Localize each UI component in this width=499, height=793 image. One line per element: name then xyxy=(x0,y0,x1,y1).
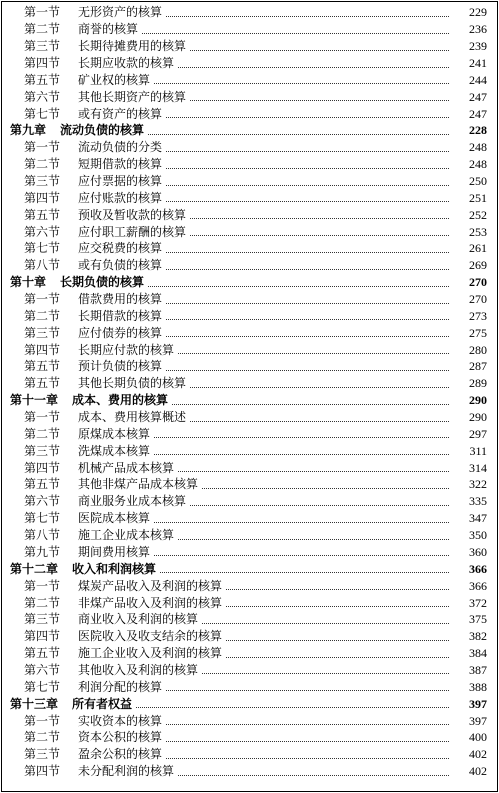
toc-section-row xyxy=(2,341,497,358)
page-number: 388 xyxy=(469,679,487,694)
dot-leader xyxy=(226,657,449,658)
section-title: 借款费用的核算 xyxy=(78,292,163,307)
toc-section-row xyxy=(2,527,497,544)
section-number: 第三节 xyxy=(24,443,61,458)
dot-leader xyxy=(166,252,449,253)
section-title: 预收及暂收款的核算 xyxy=(78,207,187,222)
section-title: 医院收入及收支结余的核算 xyxy=(78,629,223,644)
section-title: 或有负债的核算 xyxy=(78,258,163,273)
section-number: 第三节 xyxy=(24,747,61,762)
section-title: 其他收入及利润的核算 xyxy=(78,662,199,677)
section-title: 应付职工薪酬的核算 xyxy=(78,224,187,239)
dot-leader xyxy=(190,50,449,51)
section-title: 流动负债的分类 xyxy=(78,140,163,155)
page-number: 273 xyxy=(469,308,487,323)
toc-chapter-row xyxy=(2,122,497,139)
dot-leader xyxy=(190,100,449,101)
dot-leader xyxy=(178,539,449,540)
dot-leader xyxy=(202,673,449,674)
page-number: 314 xyxy=(469,460,487,475)
section-title: 非煤产品收入及利润的核算 xyxy=(78,595,223,610)
toc-section-row xyxy=(2,425,497,442)
page-number: 382 xyxy=(469,629,487,644)
dot-leader xyxy=(190,387,449,388)
section-number: 第九节 xyxy=(24,544,61,559)
page-number: 360 xyxy=(469,544,487,559)
page-number: 236 xyxy=(469,22,487,37)
dot-leader xyxy=(226,589,449,590)
section-number: 第六节 xyxy=(24,89,61,104)
dot-leader xyxy=(166,724,449,725)
page-number: 253 xyxy=(469,224,487,239)
toc-section-row xyxy=(2,459,497,476)
section-number: 第四节 xyxy=(24,764,61,779)
chapter-title: 流动负债的核算 xyxy=(60,123,145,138)
page-number: 397 xyxy=(469,713,487,728)
dot-leader xyxy=(178,775,449,776)
toc-section-row xyxy=(2,257,497,274)
section-number: 第五节 xyxy=(24,72,61,87)
section-number: 第二节 xyxy=(24,157,61,172)
page-number: 290 xyxy=(469,410,487,425)
toc-section-row xyxy=(2,476,497,493)
page-number: 228 xyxy=(469,123,487,138)
toc-section-row xyxy=(2,763,497,780)
toc-section-row xyxy=(2,628,497,645)
dot-leader xyxy=(154,437,449,438)
toc-section-row xyxy=(2,712,497,729)
page-number: 269 xyxy=(469,258,487,273)
dot-leader xyxy=(190,421,449,422)
dot-leader xyxy=(166,269,449,270)
section-number: 第八节 xyxy=(24,258,61,273)
section-number: 第五节 xyxy=(24,207,61,222)
section-title: 商业服务业成本核算 xyxy=(78,494,187,509)
dot-leader xyxy=(148,286,449,287)
section-number: 第四节 xyxy=(24,629,61,644)
toc-section-row xyxy=(2,729,497,746)
page-number: 347 xyxy=(469,511,487,526)
toc-section-row xyxy=(2,409,497,426)
dot-leader xyxy=(226,606,449,607)
dot-leader xyxy=(178,471,449,472)
dot-leader xyxy=(154,83,449,84)
page-number: 290 xyxy=(469,393,487,408)
page-number: 239 xyxy=(469,39,487,54)
section-number: 第五节 xyxy=(24,477,61,492)
page-number: 247 xyxy=(469,89,487,104)
dot-leader xyxy=(190,235,449,236)
section-title: 煤炭产品收入及利润的核算 xyxy=(78,578,223,593)
dot-leader xyxy=(172,404,449,405)
chapter-number: 第十二章 xyxy=(10,561,59,576)
page-number: 248 xyxy=(469,157,487,172)
toc-section-row xyxy=(2,544,497,561)
section-title: 应交税费的核算 xyxy=(78,241,163,256)
chapter-title: 所有者权益 xyxy=(72,696,133,711)
page-number: 270 xyxy=(469,275,487,290)
section-title: 长期应付款的核算 xyxy=(78,342,175,357)
toc-section-row xyxy=(2,156,497,173)
dot-leader xyxy=(166,370,449,371)
chapter-number: 第十一章 xyxy=(10,393,59,408)
page-number: 402 xyxy=(469,764,487,779)
section-title: 商业收入及利润的核算 xyxy=(78,612,199,627)
dot-leader xyxy=(166,303,449,304)
page-number: 252 xyxy=(469,207,487,222)
toc-section-row xyxy=(2,611,497,628)
page-number: 400 xyxy=(469,730,487,745)
toc-section-row xyxy=(2,173,497,190)
dot-leader xyxy=(136,707,449,708)
section-title: 实收资本的核算 xyxy=(78,713,163,728)
toc-section-row xyxy=(2,662,497,679)
dot-leader xyxy=(166,690,449,691)
dot-leader xyxy=(166,168,449,169)
dot-leader xyxy=(160,572,449,573)
section-number: 第二节 xyxy=(24,426,61,441)
page-number: 387 xyxy=(469,662,487,677)
toc-section-row xyxy=(2,71,497,88)
section-number: 第六节 xyxy=(24,224,61,239)
page-number: 311 xyxy=(469,443,487,458)
dot-leader xyxy=(190,505,449,506)
section-number: 第一节 xyxy=(24,713,61,728)
section-title: 洗煤成本核算 xyxy=(78,443,151,458)
section-number: 第五节 xyxy=(24,646,61,661)
section-title: 原煤成本核算 xyxy=(78,426,151,441)
section-title: 商誉的核算 xyxy=(78,22,139,37)
page-number: 384 xyxy=(469,646,487,661)
dot-leader xyxy=(178,67,449,68)
chapter-number: 第十章 xyxy=(10,275,47,290)
section-title: 盈余公积的核算 xyxy=(78,747,163,762)
toc-section-row xyxy=(2,4,497,21)
toc-section-row xyxy=(2,240,497,257)
section-title: 其他非煤产品成本核算 xyxy=(78,477,199,492)
page-number: 372 xyxy=(469,595,487,610)
toc-section-row xyxy=(2,678,497,695)
section-number: 第八节 xyxy=(24,528,61,543)
section-title: 应付债券的核算 xyxy=(78,325,163,340)
page-number: 261 xyxy=(469,241,487,256)
table-of-contents xyxy=(2,4,497,780)
toc-section-row xyxy=(2,577,497,594)
section-title: 施工企业成本核算 xyxy=(78,528,175,543)
section-number: 第四节 xyxy=(24,56,61,70)
section-title: 机械产品成本核算 xyxy=(78,460,175,475)
section-number: 第一节 xyxy=(24,140,61,155)
page-number: 350 xyxy=(469,528,487,543)
dot-leader xyxy=(166,16,449,17)
toc-section-row xyxy=(2,38,497,55)
dot-leader xyxy=(190,218,449,219)
section-number: 第六节 xyxy=(24,494,61,509)
section-number: 第七节 xyxy=(24,106,61,121)
section-number: 第五节 xyxy=(24,376,61,391)
page-number: 280 xyxy=(469,342,487,357)
dot-leader xyxy=(202,488,449,489)
section-title: 长期应收款的核算 xyxy=(78,56,175,70)
section-title: 无形资产的核算 xyxy=(78,5,163,20)
page-number: 322 xyxy=(469,477,487,492)
section-number: 第二节 xyxy=(24,22,61,37)
dot-leader xyxy=(166,319,449,320)
toc-section-row xyxy=(2,594,497,611)
toc-section-row xyxy=(2,88,497,105)
section-title: 施工企业收入及利润的核算 xyxy=(78,646,223,661)
section-title: 矿业权的核算 xyxy=(78,72,151,87)
page-number: 248 xyxy=(469,140,487,155)
section-number: 第三节 xyxy=(24,39,61,54)
section-title: 资本公积的核算 xyxy=(78,730,163,745)
dot-leader xyxy=(166,758,449,759)
section-number: 第三节 xyxy=(24,325,61,340)
section-title: 成本、费用核算概述 xyxy=(78,410,187,425)
page-number: 247 xyxy=(469,106,487,121)
page-number: 366 xyxy=(469,578,487,593)
dot-leader xyxy=(166,201,449,202)
page-number: 289 xyxy=(469,376,487,391)
toc-section-row xyxy=(2,358,497,375)
toc-chapter-row xyxy=(2,560,497,577)
section-number: 第二节 xyxy=(24,308,61,323)
section-number: 第一节 xyxy=(24,292,61,307)
page-number: 251 xyxy=(469,190,487,205)
chapter-title: 成本、费用的核算 xyxy=(72,393,169,408)
chapter-title: 收入和利润核算 xyxy=(72,561,157,576)
chapter-title: 长期负债的核算 xyxy=(60,275,145,290)
section-number: 第七节 xyxy=(24,511,61,526)
dot-leader xyxy=(154,454,449,455)
toc-section-row xyxy=(2,206,497,223)
section-number: 第三节 xyxy=(24,174,61,189)
toc-section-row xyxy=(2,291,497,308)
dot-leader xyxy=(202,623,449,624)
section-number: 第二节 xyxy=(24,730,61,745)
section-title: 应付账款的核算 xyxy=(78,190,163,205)
section-title: 利润分配的核算 xyxy=(78,679,163,694)
section-title: 其他长期资产的核算 xyxy=(78,89,187,104)
page-number: 287 xyxy=(469,359,487,374)
dot-leader xyxy=(142,33,449,34)
page-number: 275 xyxy=(469,325,487,340)
section-title: 其他长期负债的核算 xyxy=(78,376,187,391)
toc-section-row xyxy=(2,442,497,459)
section-number: 第一节 xyxy=(24,410,61,425)
section-title: 期间费用核算 xyxy=(78,544,151,559)
toc-section-row xyxy=(2,645,497,662)
page-frame xyxy=(1,1,498,792)
section-title: 长期借款的核算 xyxy=(78,308,163,323)
dot-leader xyxy=(154,555,449,556)
toc-section-row xyxy=(2,21,497,38)
section-number: 第六节 xyxy=(24,662,61,677)
toc-chapter-row xyxy=(2,695,497,712)
page-number: 397 xyxy=(469,696,487,711)
toc-section-row xyxy=(2,510,497,527)
dot-leader xyxy=(226,640,449,641)
toc-section-row xyxy=(2,375,497,392)
dot-leader xyxy=(166,117,449,118)
section-number: 第一节 xyxy=(24,578,61,593)
toc-section-row xyxy=(2,307,497,324)
section-title: 或有资产的核算 xyxy=(78,106,163,121)
page-number: 241 xyxy=(469,56,487,70)
section-number: 第七节 xyxy=(24,679,61,694)
section-number: 第一节 xyxy=(24,5,61,20)
section-number: 第四节 xyxy=(24,342,61,357)
dot-leader xyxy=(154,522,449,523)
chapter-number: 第十三章 xyxy=(10,696,59,711)
chapter-number: 第九章 xyxy=(10,123,47,138)
toc-section-row xyxy=(2,493,497,510)
section-title: 长期待摊费用的核算 xyxy=(78,39,187,54)
toc-section-row xyxy=(2,105,497,122)
toc-section-row xyxy=(2,324,497,341)
section-number: 第五节 xyxy=(24,359,61,374)
toc-section-row xyxy=(2,139,497,156)
page-number: 297 xyxy=(469,426,487,441)
toc-chapter-row xyxy=(2,274,497,291)
page-number: 250 xyxy=(469,174,487,189)
section-number: 第二节 xyxy=(24,595,61,610)
section-title: 预计负债的核算 xyxy=(78,359,163,374)
section-number: 第七节 xyxy=(24,241,61,256)
page-number: 366 xyxy=(469,561,487,576)
page-number: 229 xyxy=(469,5,487,20)
section-number: 第三节 xyxy=(24,612,61,627)
page-number: 375 xyxy=(469,612,487,627)
section-title: 医院成本核算 xyxy=(78,511,151,526)
page-number: 335 xyxy=(469,494,487,509)
toc-section-row xyxy=(2,746,497,763)
dot-leader xyxy=(166,336,449,337)
section-number: 第四节 xyxy=(24,190,61,205)
dot-leader xyxy=(148,134,449,135)
dot-leader xyxy=(166,185,449,186)
dot-leader xyxy=(166,151,449,152)
page-number: 270 xyxy=(469,292,487,307)
toc-section-row xyxy=(2,189,497,206)
toc-section-row xyxy=(2,55,497,72)
section-title: 短期借款的核算 xyxy=(78,157,163,172)
section-number: 第四节 xyxy=(24,460,61,475)
page-number: 244 xyxy=(469,72,487,87)
section-title: 未分配利润的核算 xyxy=(78,764,175,779)
page-number: 402 xyxy=(469,747,487,762)
toc-section-row xyxy=(2,223,497,240)
toc-chapter-row xyxy=(2,392,497,409)
dot-leader xyxy=(178,353,449,354)
section-title: 应付票据的核算 xyxy=(78,174,163,189)
dot-leader xyxy=(166,741,449,742)
